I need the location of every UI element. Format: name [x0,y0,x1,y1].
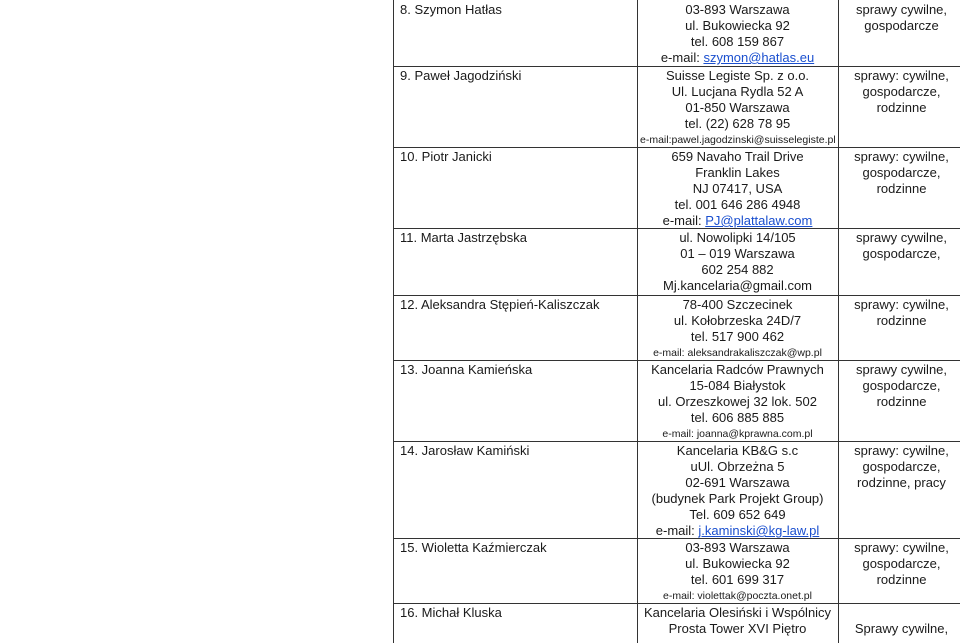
address-line: Ul. Lucjana Rydla 52 A [671,84,804,99]
address-line: tel. 601 699 317 [690,572,785,587]
case-type-line: rodzinne [876,572,927,587]
address-line: ul. Orzeszkowej 32 lok. 502 [658,394,817,409]
address-block [640,149,835,229]
email-link[interactable]: szymon@hatlas.eu [703,50,815,65]
column-divider [393,0,394,643]
lawyer-name: 14. Jarosław Kamiński [400,443,530,458]
address-block [640,362,835,442]
column-divider [637,0,638,643]
case-type-line: gospodarcze, [862,378,941,393]
email-link[interactable]: j.kaminski@kg-law.pl [698,523,820,538]
address-line: 15-084 Białystok [689,378,786,393]
case-types [843,443,960,491]
email-line [640,523,835,539]
address-line: 78-400 Szczecinek [682,297,793,312]
lawyer-name: 8. Szymon Hatłas [400,2,502,17]
email-label: e-mail: [655,523,699,538]
address-line: e-mail:pawel.jagodzinski@suisselegiste.pl [640,134,836,146]
address-line: Suisse Legiste Sp. z o.o. [665,68,810,83]
email-label: e-mail: [662,213,706,228]
case-type-line: rodzinne [876,394,927,409]
address-line: Mj.kancelaria@gmail.com [662,278,813,293]
case-types [843,605,960,637]
case-type-line: rodzinne [876,313,927,328]
column-divider [838,0,839,643]
address-line: tel. 001 646 286 4948 [674,197,801,212]
address-line: (budynek Park Projekt Group) [651,491,824,506]
row-divider [393,66,960,67]
case-type-line: rodzinne, pracy [857,475,946,490]
lawyer-name: 16. Michał Kluska [400,605,502,620]
address-line: tel. 606 885 885 [690,410,785,425]
case-type-line [843,605,960,621]
case-type-line: sprawy cywilne, [855,362,948,377]
case-type-line: gospodarcze, [862,246,941,261]
address-line: tel. 517 900 462 [690,329,785,344]
case-types [843,540,960,588]
address-line: ul. Bukowiecka 92 [685,556,790,571]
address-line: tel. 608 159 867 [690,34,785,49]
email-line [640,213,835,229]
address-line: NJ 07417, USA [692,181,783,196]
address-line: 659 Navaho Trail Drive [671,149,804,164]
case-type-line: gospodarcze, [862,165,941,180]
case-type-line: rodzinne [876,181,927,196]
address-line: e-mail: joanna@kprawna.com.pl [662,428,813,440]
case-types [843,362,960,410]
address-line: Tel. 609 652 649 [689,507,786,522]
case-types [843,68,960,116]
address-block [640,605,835,637]
address-line: Kancelaria KB&G s.c [676,443,799,458]
case-type-line: gospodarcze, [862,459,941,474]
address-line: 02-691 Warszawa [685,475,790,490]
address-line: 03-893 Warszawa [685,2,790,17]
case-types [843,230,960,262]
email-label: e-mail: [660,50,704,65]
case-type-line: sprawy: cywilne, [854,443,949,458]
email-link[interactable]: PJ@plattalaw.com [705,213,813,228]
case-type-line: Sprawy cywilne, [854,621,949,636]
address-line: Prosta Tower XVI Piętro [668,621,807,636]
address-line: tel. (22) 628 78 95 [684,116,791,131]
lawyer-name: 9. Paweł Jagodziński [400,68,522,83]
address-block [640,443,835,539]
address-block [640,230,835,294]
case-type-line: sprawy: cywilne, [854,149,949,164]
row-divider [393,295,960,296]
case-type-line: gospodarcze [864,18,939,33]
address-line: ul. Kołobrzeska 24D/7 [673,313,802,328]
lawyer-name: 13. Joanna Kamieńska [400,362,533,377]
address-block [640,2,835,66]
address-line: e-mail: violettak@poczta.onet.pl [663,590,812,602]
case-type-line: sprawy: cywilne, [854,540,949,555]
case-type-line: sprawy cywilne, [855,2,948,17]
address-line: Franklin Lakes [695,165,780,180]
address-line: Kancelaria Radców Prawnych [651,362,824,377]
case-types [843,2,960,34]
address-block [640,68,835,148]
address-block [640,297,835,361]
address-line: 03-893 Warszawa [685,540,790,555]
address-line: 602 254 882 [701,262,774,277]
lawyer-name: 10. Piotr Janicki [400,149,492,164]
lawyer-name: 12. Aleksandra Stępień-Kaliszczak [400,297,600,312]
lawyer-name: 15. Wioletta Kaźmierczak [400,540,547,555]
case-type-line: sprawy cywilne, [855,230,948,245]
address-line: 01 – 019 Warszawa [680,246,795,261]
case-type-line: rodzinne [876,100,927,115]
email-line [640,50,835,66]
case-type-line: sprawy: cywilne, [854,297,949,312]
address-line: e-mail: aleksandrakaliszczak@wp.pl [653,347,822,359]
address-line: ul. Bukowiecka 92 [685,18,790,33]
address-line: uUl. Obrzeżna 5 [690,459,785,474]
address-line: 01-850 Warszawa [685,100,790,115]
lawyer-name: 11. Marta Jastrzębska [400,230,527,245]
case-types [843,149,960,197]
address-line: Kancelaria Olesiński i Wspólnicy [643,605,832,620]
address-line: ul. Nowolipki 14/105 [679,230,796,245]
case-type-line: gospodarcze, [862,84,941,99]
case-type-line: sprawy: cywilne, [854,68,949,83]
case-types [843,297,960,329]
address-block [640,540,835,604]
case-type-line: gospodarcze, [862,556,941,571]
